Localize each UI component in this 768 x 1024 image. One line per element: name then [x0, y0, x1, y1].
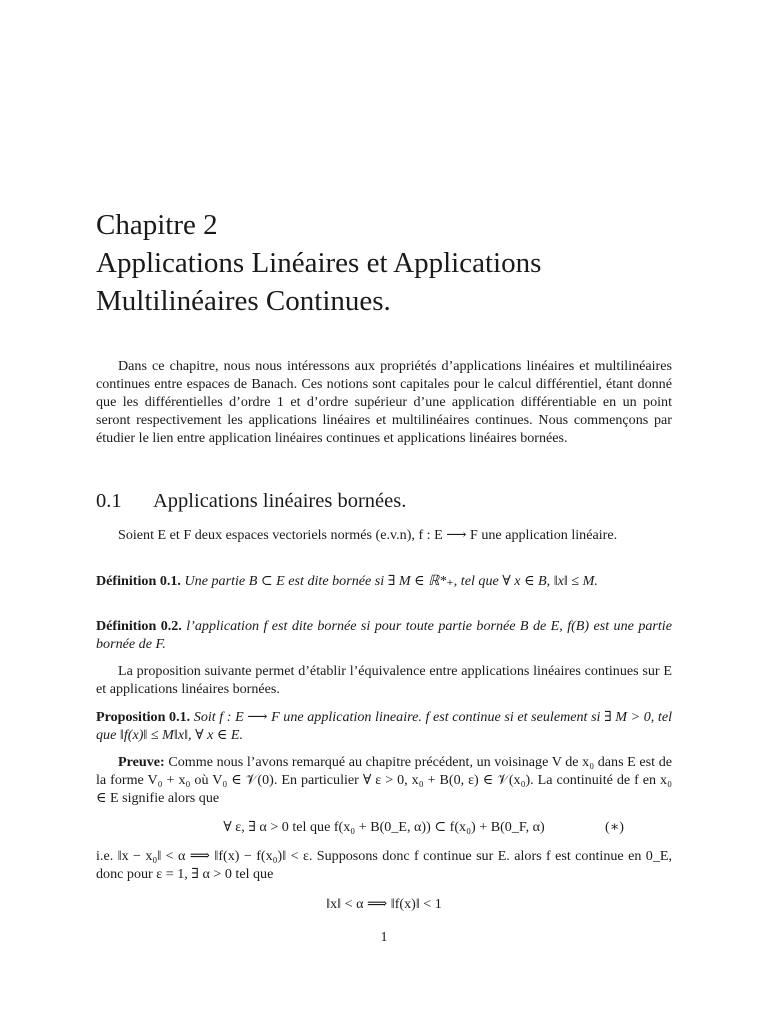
- proposition-text: Soit f : E ⟶ F une application lineaire. f est continue si et seulement si ∃ M > 0, tel que ‖f(x)‖ ≤ M‖x‖, ∀ x ∈ E.: [96, 709, 672, 743]
- section-heading: [96, 487, 672, 515]
- definition-0-2: [96, 617, 672, 653]
- chapter-number: Chapitre 2: [96, 209, 218, 241]
- proposition-0-1: [96, 708, 672, 744]
- equation-tag: (∗): [605, 819, 624, 835]
- chapter-title-line-2: Multilinéaires Continues.: [96, 285, 391, 317]
- equation-formula: ∀ ε, ∃ α > 0 tel que f(x₀ + B(0_E, α)) ⊂ f(x₀) + B(0_F, α): [223, 819, 545, 835]
- definition-label: Définition 0.2.: [96, 618, 182, 634]
- intro-paragraph: Dans ce chapitre, nous nous intéressons aux propriétés d’applications linéaires et multilinéaires continues entre espaces de Banach. Ces notions sont capitales pour le calcul différentiel, étant donné que les différentielles d’ordre 1 et d’ordre supérieur d’une application différentiable en un point seront respectivement les applications linéaires et multilinéaires continues. Nous commençons par étudier le lien entre application linéaires continues et applications linéaires bornées.: [96, 358, 672, 446]
- definition-label: Définition 0.1.: [96, 573, 181, 589]
- page-number: 1: [380, 930, 388, 945]
- definition-text: l’application f est dite bornée si pour toute partie bornée B de E, f(B) est une partie bornée de F.: [96, 618, 672, 652]
- equation-formula: ‖x‖ < α ⟹ ‖f(x)‖ < 1: [326, 896, 442, 912]
- paragraph-continuity: i.e. ‖x − x₀‖ < α ⟹ ‖f(x) − f(x₀)‖ < ε. Supposons donc f continue sur E. alors f est continue en 0_E, donc pour ε = 1, ∃ α > 0 tel que: [96, 848, 672, 882]
- proof-text: Comme nous l’avons remarqué au chapitre précédent, un voisinage V de x₀ dans E est de la forme V₀ + x₀ où V₀ ∈ 𝒱(0). En particulier ∀ ε > 0, x₀ + B(0, ε) ∈ 𝒱(x₀). La continuité de f en x₀ ∈ E signifie alors que: [96, 754, 672, 806]
- definition-text: Une partie B ⊂ E est dite bornée si ∃ M ∈ ℝ*₊, tel que ∀ x ∈ B, ‖x‖ ≤ M.: [184, 573, 598, 589]
- section-number: 0.1: [96, 490, 122, 512]
- paragraph-spaces: Soient E et F deux espaces vectoriels normés (e.v.n), f : E ⟶ F une application linéaire.: [118, 527, 618, 543]
- section-title: Applications linéaires bornées.: [153, 490, 407, 512]
- chapter-heading: [96, 206, 672, 320]
- definition-0-1: [96, 572, 672, 590]
- proof-paragraph: [96, 753, 672, 807]
- chapter-title-line-1: Applications Linéaires et Applications: [96, 247, 542, 279]
- proof-label: Preuve:: [118, 754, 165, 770]
- document-page: [96, 0, 672, 1024]
- proposition-label: Proposition 0.1.: [96, 709, 191, 725]
- paragraph-equivalence: La proposition suivante permet d’établir l’équivalence entre applications linéaires continues sur E et applications linéaires bornées.: [96, 663, 672, 697]
